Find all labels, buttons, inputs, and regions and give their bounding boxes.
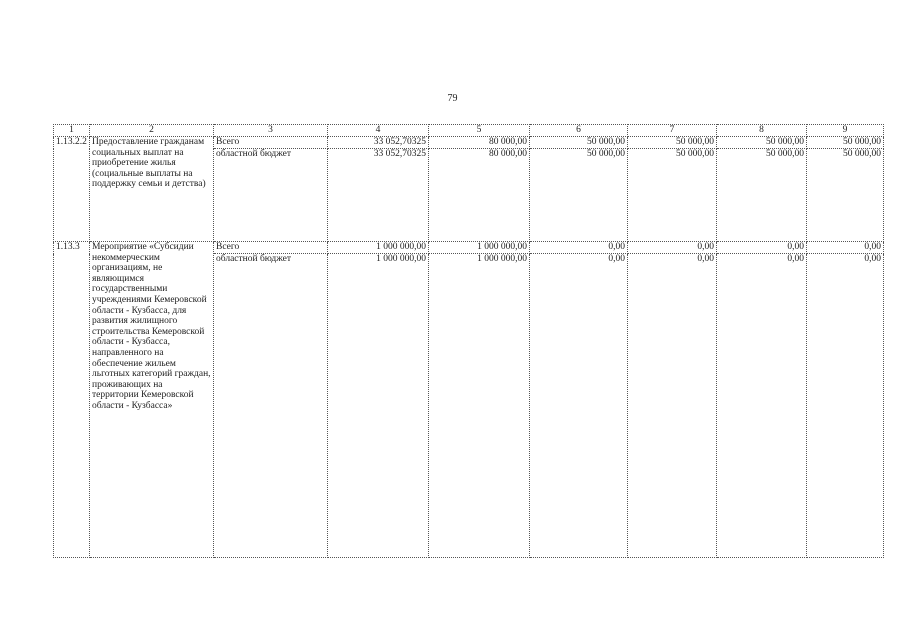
- funding-source: Всего: [214, 137, 328, 149]
- column-header: 3: [214, 125, 328, 137]
- table-cell: 0,00: [628, 254, 717, 558]
- table-cell: 1 000 000,00: [328, 242, 429, 254]
- table-cell: 50 000,00: [628, 137, 717, 149]
- column-header: 1: [54, 125, 90, 137]
- table-cell: 0,00: [717, 242, 807, 254]
- table-cell: 0,00: [717, 254, 807, 558]
- table-cell: 50 000,00: [717, 149, 807, 242]
- funding-source: Всего: [214, 242, 328, 254]
- column-header: 6: [530, 125, 628, 137]
- table-cell: 50 000,00: [530, 137, 628, 149]
- table-cell: 1 000 000,00: [328, 254, 429, 558]
- column-header: 5: [429, 125, 530, 137]
- table-cell: 0,00: [530, 254, 628, 558]
- table-cell: 50 000,00: [717, 137, 807, 149]
- budget-table: [53, 124, 884, 558]
- table-row: [54, 242, 884, 254]
- row-name: Мероприятие «Субсидии некоммерческим организациям, не являющимся государственными учреждениями Кемеровской области - Кузбасса, для развития жилищного строительства Кемеровской области - Кузбасса, направленного на обеспечение жильем льготных категорий граждан, проживающих на территории Кемеровской области - Кузбасса»: [90, 242, 214, 558]
- table-cell: 0,00: [807, 242, 884, 254]
- row-code: 1.13.3: [54, 242, 90, 558]
- table-cell: 50 000,00: [807, 137, 884, 149]
- table-row: [54, 137, 884, 149]
- funding-source: областной бюджет: [214, 149, 328, 242]
- column-header: 9: [807, 125, 884, 137]
- table-cell: 33 052,70325: [328, 137, 429, 149]
- table-cell: 1 000 000,00: [429, 254, 530, 558]
- table-cell: 0,00: [628, 242, 717, 254]
- funding-source: областной бюджет: [214, 254, 328, 558]
- table-cell: 80 000,00: [429, 137, 530, 149]
- table-cell: 0,00: [530, 242, 628, 254]
- column-header: 8: [717, 125, 807, 137]
- table-cell: 50 000,00: [530, 149, 628, 242]
- header-row: [54, 125, 884, 137]
- table-cell: 0,00: [807, 254, 884, 558]
- table-cell: 80 000,00: [429, 149, 530, 242]
- table-cell: 50 000,00: [807, 149, 884, 242]
- column-header: 7: [628, 125, 717, 137]
- row-code: 1.13.2.2: [54, 137, 90, 242]
- column-header: 2: [90, 125, 214, 137]
- page-number: 79: [447, 93, 458, 104]
- table-cell: 1 000 000,00: [429, 242, 530, 254]
- table-cell: 50 000,00: [628, 149, 717, 242]
- row-name: Предоставление гражданам социальных выплат на приобретение жилья (социальные выплаты на поддержку семьи и детства): [90, 137, 214, 242]
- table-cell: 33 052,70325: [328, 149, 429, 242]
- column-header: 4: [328, 125, 429, 137]
